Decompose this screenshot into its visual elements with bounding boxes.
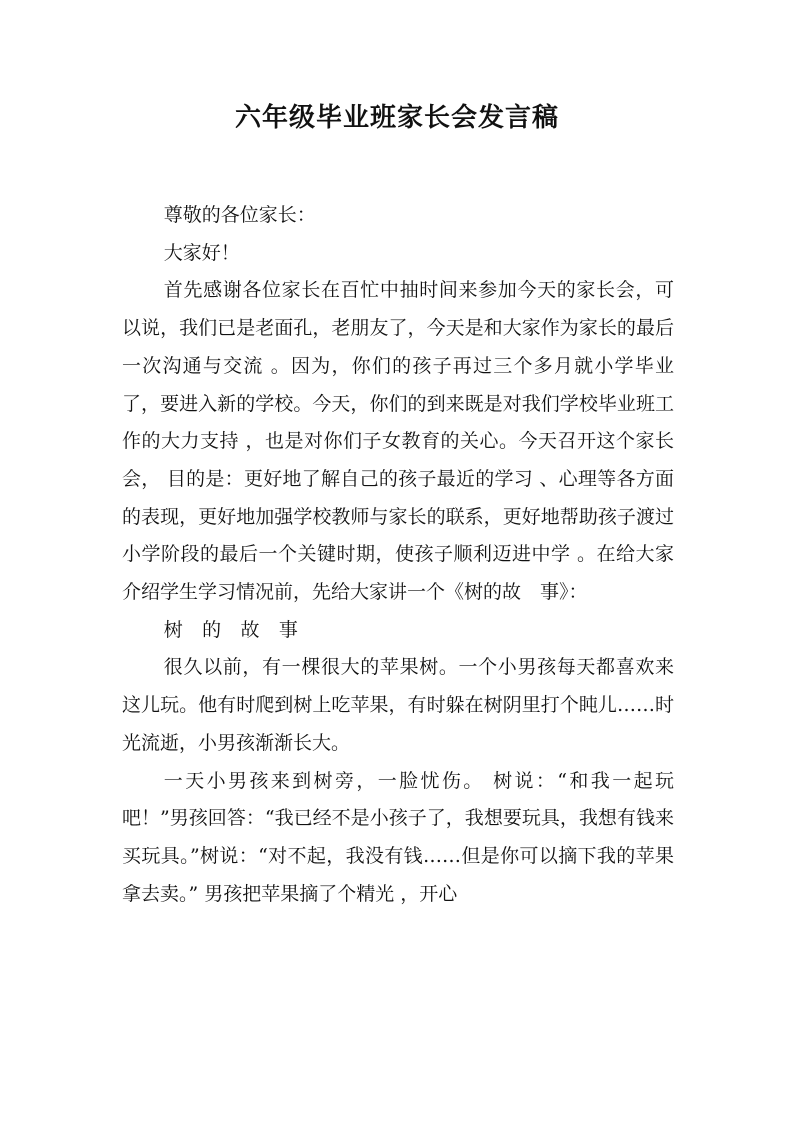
paragraph-story-1: 很久以前，有一棵很大的苹果树。一个小男孩每天都喜欢来这儿玩。他有时爬到树上吃苹果，有时躲在树阴里打个盹儿……时光流逝，小男孩渐渐长大。 [122,656,674,754]
document-title: 六年级毕业班家长会发言稿 [234,103,559,133]
greeting: 大家好！ [163,241,240,264]
paragraph-intro: 首先感谢各位家长在百忙中抽时间来参加今天的家长会，可以说，我们已是老面孔，老朋友了，今天是和大家作为家长的最后一次沟通与交流 。因为，你们的孩子再过三个多月就小学毕业了，要进入新的学校。今天，你们的到来既是对我们学校毕业班工作的大力支持 ，也是对你们子女教育的关心。今天召开这个家长会， 目的是：更好地了解自己的孩子最近的学习 、心理等各方面的表现，更好地加强学校教师与家长的联系，更好地帮助孩子渡过小学阶段的最后一个关键时期，使孩子顺利迈进中学 。在给大家介绍学生学习情况前，先给大家讲一个《树的故 事》： [122,279,674,604]
paragraph-story-2: 一天小男孩来到树旁，一脸忧伤。 树说：“和我一起玩吧！”男孩回答：“我已经不是小孩子了，我想要玩具，我想有钱来买玩具。”树说：“对不起，我没有钱……但是你可以摘下我的苹果拿去卖。” 男孩把苹果摘了个精光 ，开心 [122,769,674,905]
salutation: 尊敬的各位家长： [163,204,316,226]
story-title: 树 的 故 事 [163,618,305,641]
document-body [122,197,674,913]
